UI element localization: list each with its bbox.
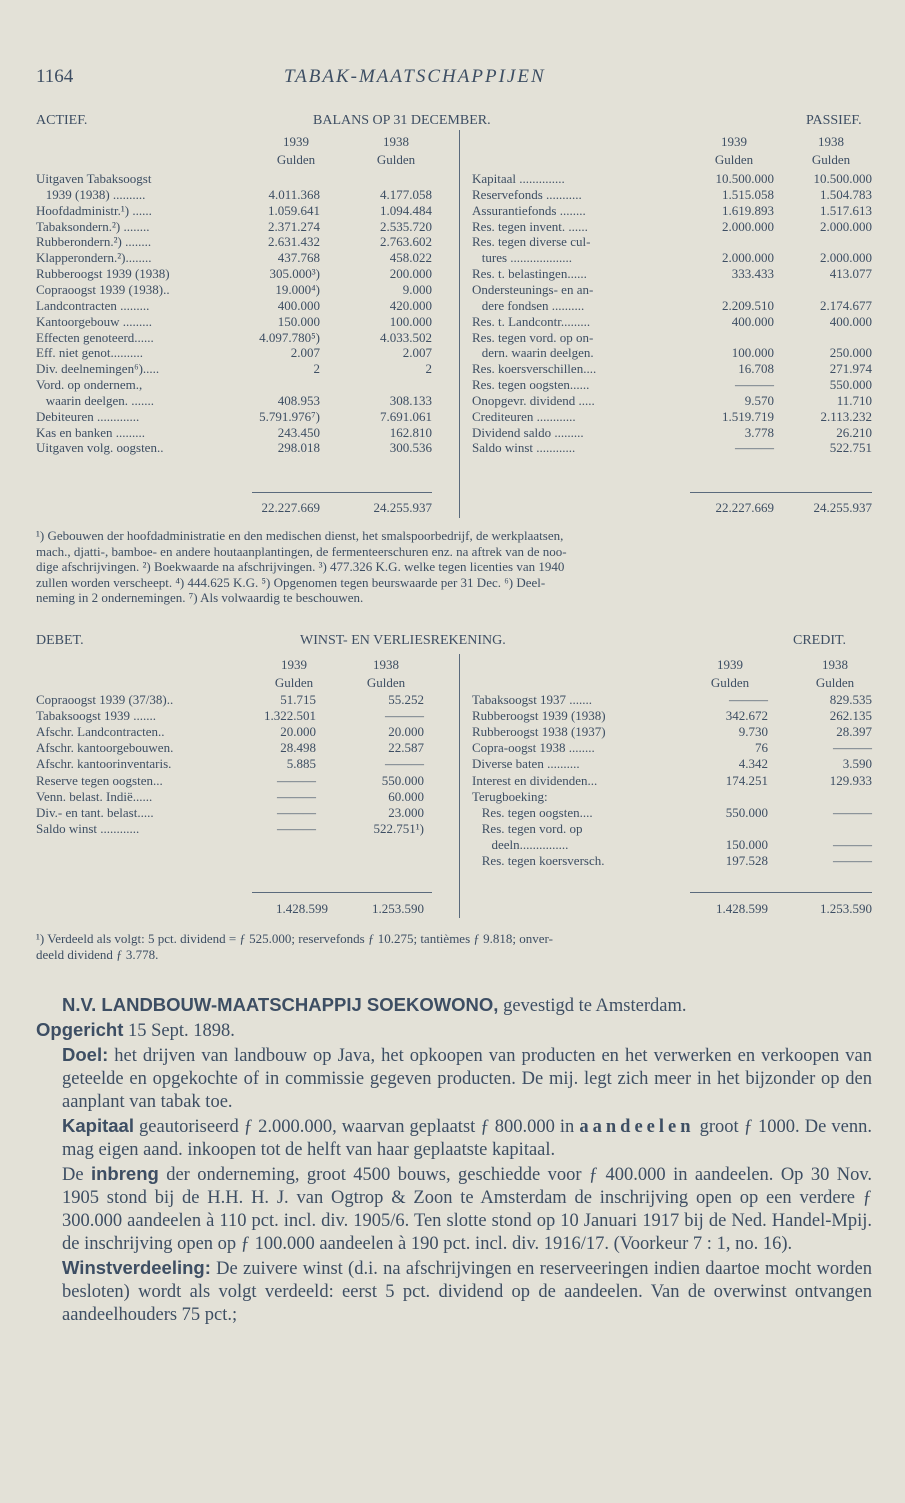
liability-row-value-a: ——— [735,377,774,393]
asset-row-label: Tabaksondern.²) ........ [36,218,150,234]
liability-row-label: Kapitaal .............. [472,171,565,186]
asset-row-value-b: 300.536 [389,440,432,456]
credit-row-value-a: 174.251 [725,772,768,788]
asset-row-label: Effecten genoteerd...... [36,329,154,345]
balance-footnote-line: zullen worden verscheept. ⁴) 444.625 K.G. ⁵) Opgenomen tegen beurswaarde per 31 Dec. ⁶) Deel- [36,574,546,590]
credit-row-label: deeln............... [472,836,569,852]
liability-row-value-b: 1.504.783 [820,186,872,202]
asset-row-value-b: 458.022 [389,250,432,266]
liability-row-label: Onopgevr. dividend ..... [472,392,595,408]
liability-row-label: Ondersteunings- en an- [472,281,594,297]
balance-footnote-line: mach., djatti-, bamboe- en andere houtaanplantingen, de fermenteerschuren enz. na aftrek van de noo- [36,543,567,559]
liability-row-value-b: 10.500.000 [813,171,872,186]
pnl-footnotes [36,931,872,962]
credit-row-label: Interest en dividenden... [472,772,598,788]
debit-row-label: Tabaksoogst 1939 ....... [36,708,157,724]
debit-row-label: Venn. belast. Indië...... [36,788,153,804]
bal-right-unit-b: Gulden [811,152,851,167]
asset-row-value-b: 2 [425,361,432,377]
balance-left-label: ACTIEF. [36,113,88,128]
liabilities-total-b: 24.255.937 [813,500,872,515]
credit-row-value-b: ——— [833,853,872,868]
liability-row-value-b: 1.517.613 [820,202,872,218]
pnl-left-year-b: 1938 [373,657,399,672]
asset-row-value-a: 2 [313,361,320,377]
debit-row-value-b: 23.000 [388,804,424,820]
asset-row-value-a: 5.791.976⁷) [259,408,320,424]
credit-row-value-a: 550.000 [725,804,768,820]
credit-row-value-b: 829.535 [829,692,872,707]
credit-row-value-a: 342.672 [725,708,768,724]
founded-text: 15 Sept. 1898. [123,1021,235,1041]
liability-row-value-a: 1.519.719 [722,408,774,424]
company-founded [36,1018,872,1043]
balance-title: BALANS OP 31 DECEMBER. [313,113,491,128]
debit-row-value-b: ——— [385,708,424,724]
balance-footnote-line: neming in 2 ondernemingen. ⁷) Als volwaardig te beschouwen. [36,590,364,605]
debit-row-value-a: 51.715 [280,692,316,707]
debit-total-b: 1.253.590 [372,901,424,916]
asset-row-label: Kantoorgebouw ......... [36,313,153,329]
debit-row-value-b: 55.252 [388,692,424,707]
credit-row-value-a: 76 [755,740,768,756]
liability-row-label: Res. tegen vord. op on- [472,329,594,345]
liability-row-label: Crediteuren ............ [472,408,576,424]
asset-row-value-b: 1.094.484 [380,202,432,218]
liabilities-total-a: 22.227.669 [715,500,774,515]
asset-row-label: Uitgaven Tabaksoogst [36,171,152,186]
pnl-left-unit-b: Gulden [366,675,406,690]
pnl-right-year-a: 1939 [717,657,743,672]
credit-row-value-b: 129.933 [829,772,872,788]
credit-row-value-a: 9.730 [738,724,768,740]
liability-row-value-a: 9.570 [744,392,774,408]
pnl-right-label: CREDIT. [793,633,847,648]
debit-total-a: 1.428.599 [276,901,328,916]
asset-row-value-b: 9.000 [402,281,432,297]
page-number: 1164 [36,66,74,87]
liability-row-label: Res. tegen invent. ...... [472,218,588,234]
credit-row-value-a: ——— [729,692,768,707]
kapitaal-spaced: aandeelen [579,1117,695,1137]
debit-row-value-b: ——— [385,756,424,772]
winst-text: De zuivere winst (d.i. na afschrijvingen en reserveeringen indien daartoe mocht worden besloten) wordt als volgt verdeeld: eerst 5 pct. dividend op de aandeelen. Van de overwinst ontvangen aandeelhouders 75 pct.; [62,1259,872,1325]
asset-row-value-a: 298.018 [277,440,320,456]
asset-row-label: Copraoogst 1939 (1938).. [36,281,170,297]
liability-row-value-b: 2.000.000 [820,250,872,266]
credit-row-value-b: ——— [833,740,872,756]
founded-label: Opgericht [36,1019,124,1040]
balance-footnote-line: dige afschrijvingen. ²) Boekwaarde na afschrijvingen. ³) 477.326 K.G. welke tegen licenties van 1940 [36,559,565,574]
liability-row-label: Reservefonds ........... [472,186,582,202]
kapitaal-text-1: geautoriseerd ƒ 2.000.000, waarvan geplaatst ƒ 800.000 in [133,1117,580,1137]
debit-row-label: Afschr. kantoorinventaris. [36,756,172,772]
bal-left-year-b: 1938 [383,134,409,149]
liability-row-value-b: 11.710 [836,392,872,408]
asset-row-value-b: 4.033.502 [380,329,432,345]
liability-row-value-a: 333.433 [731,266,774,282]
debit-row-label: Copraoogst 1939 (37/38).. [36,692,174,707]
debit-row-label: Div.- en tant. belast..... [36,804,154,820]
liability-row-label: dere fondsen .......... [472,297,585,313]
balance-right-label: PASSIEF. [806,113,862,128]
liability-row-value-a: 400.000 [731,313,774,329]
pnl-right-unit-a: Gulden [710,675,750,690]
debit-row-value-a: 20.000 [280,724,316,740]
credit-total-a: 1.428.599 [716,901,768,916]
pnl-left-year-a: 1939 [281,657,307,672]
pnl-divider [459,654,460,918]
asset-row-value-a: 1.059.641 [268,202,320,218]
bal-right-year-b: 1938 [818,134,844,149]
inbreng-label: inbreng [90,1163,159,1184]
credit-total-b: 1.253.590 [820,901,872,916]
bal-left-year-a: 1939 [283,134,309,149]
debit-row-value-a: ——— [277,788,316,804]
liability-row-label: Res. t. Landcontr......... [472,313,591,329]
bal-right-unit-a: Gulden [714,152,754,167]
debit-row-label: Saldo winst ............ [36,820,140,836]
asset-row-value-b: 2.535.720 [380,218,432,234]
asset-row-value-a: 243.450 [277,424,320,440]
assets-total-rule [252,492,432,493]
debit-row-label: Afschr. kantoorgebouwen. [36,740,174,756]
assets-total-b: 24.255.937 [373,500,432,515]
debit-row-value-a: ——— [277,820,316,836]
pnl-right-unit-b: Gulden [815,675,855,690]
credit-total-rule [690,892,872,893]
asset-row-value-b: 2.007 [402,345,432,361]
credit-row-label: Res. tegen oogsten.... [472,804,593,820]
liability-row-value-b: 2.113.232 [820,408,872,424]
debit-row-label: Reserve tegen oogsten... [36,772,163,788]
doel-text: het drijven van landbouw op Java, het opkoopen van producten en het verwerken en verkoopen van geteelde en opgekochte of in commissie gegeven producten. De mij. legt zich meer in het bijzonder op den aanplant van tabak toe. [62,1046,872,1112]
liability-row-label: Assurantiefonds ........ [472,202,586,218]
kapitaal-text-2: groot ƒ 1000. De venn. mag eigen aand. inkoopen tot de helft van haar geplaatste kapitaal. [62,1117,872,1160]
liability-row-value-b: 2.174.677 [820,297,872,313]
pnl-left-label: DEBET. [36,633,84,648]
liability-row-value-a: 16.708 [738,361,774,377]
balance-divider [459,130,460,518]
debit-row-value-a: 28.498 [280,740,316,756]
liability-row-label: tures ................... [472,250,573,266]
asset-row-label: Hoofdadministr.¹) ...... [36,202,152,218]
inbreng-text-1: De [62,1165,91,1185]
asset-row-label: Rubberoogst 1939 (1938) [36,266,170,282]
company-heading [36,993,872,1018]
liability-row-value-b: 550.000 [829,377,872,393]
asset-row-label: Rubberondern.²) ........ [36,234,152,250]
asset-row-value-a: 305.000³) [269,266,320,282]
liability-row-value-b: 250.000 [829,345,872,361]
credit-row-value-a: 150.000 [725,836,768,852]
credit-row-label: Terugboeking: [472,788,548,804]
winst-label: Winstverdeeling: [62,1257,211,1278]
balance-footnotes [36,528,872,606]
bal-right-year-a: 1939 [721,134,747,149]
credit-row-label: Rubberoogst 1939 (1938) [472,708,606,724]
liability-row-label: Res. t. belastingen...... [472,266,587,282]
running-title: TABAK-MAATSCHAPPIJEN [284,66,546,87]
credit-row-label: Res. tegen koersversch. [472,853,605,868]
liability-row-value-b: 2.000.000 [820,218,872,234]
credit-row-value-b: 262.135 [829,708,872,724]
debit-row-value-b: 60.000 [388,788,424,804]
liability-row-value-b: 26.210 [836,424,872,440]
company-profit-distribution [36,1256,872,1327]
credit-row-label: Copra-oogst 1938 ........ [472,740,595,756]
liability-row-value-b: 413.077 [829,266,872,282]
pnl-right-year-b: 1938 [822,657,848,672]
liability-row-label: Dividend saldo ......... [472,424,584,440]
liability-row-value-a: ——— [735,440,774,456]
debit-row-value-a: ——— [277,772,316,788]
asset-row-value-b: 420.000 [389,297,432,313]
credit-row-value-a: 4.342 [738,756,768,772]
asset-row-label: Klapperondern.²)........ [36,250,152,266]
asset-row-label: Kas en banken ......... [36,424,146,440]
debit-row-value-b: 22.587 [388,740,424,756]
company-location: gevestigd te Amsterdam. [498,996,687,1016]
asset-row-value-a: 408.953 [277,392,320,408]
company-inbreng [36,1162,872,1256]
assets-total-a: 22.227.669 [261,500,320,515]
asset-row-value-a: 2.371.274 [268,218,320,234]
liability-row-label: Res. tegen oogsten...... [472,377,590,393]
asset-row-label: Eff. niet genot.......... [36,345,143,361]
company-goal [36,1043,872,1114]
liability-row-value-a: 1.619.893 [722,202,774,218]
asset-row-value-a: 2.007 [290,345,320,361]
liability-row-value-b: 271.974 [829,361,872,377]
liability-row-value-a: 2.000.000 [722,218,774,234]
asset-row-label: 1939 (1938) .......... [36,186,146,202]
debit-row-value-a: 1.322.501 [264,708,316,724]
asset-row-value-a: 4.097.780⁵) [259,329,320,345]
asset-row-value-b: 162.810 [389,424,432,440]
credit-row-value-b: ——— [833,836,872,852]
asset-row-value-b: 7.691.061 [380,408,432,424]
liability-row-label: Saldo winst ............ [472,440,576,456]
company-capital [36,1114,872,1162]
credit-row-value-b: 3.590 [842,756,872,772]
asset-row-label: Debiteuren ............. [36,408,140,424]
liability-row-label: Res. tegen diverse cul- [472,234,591,250]
asset-row-label: Uitgaven volg. oogsten.. [36,440,164,456]
debit-row-value-a: 5.885 [286,756,316,772]
asset-row-value-a: 437.768 [277,250,320,266]
debit-row-value-b: 20.000 [388,724,424,740]
credit-row-label: Res. tegen vord. op [472,820,583,836]
asset-row-label: Div. deelnemingen⁶)..... [36,361,160,377]
pnl-title: WINST- EN VERLIESREKENING. [300,633,506,648]
liability-row-value-a: 10.500.000 [715,171,774,186]
liability-row-value-a: 1.515.058 [722,186,774,202]
liability-row-label: dern. waarin deelgen. [472,345,594,361]
debit-row-value-b: 522.751¹) [373,820,424,836]
credit-row-label: Rubberoogst 1938 (1937) [472,724,606,740]
company-name: N.V. LANDBOUW-MAATSCHAPPIJ SOEKOWONO, [62,994,499,1015]
asset-row-value-b: 100.000 [389,313,432,329]
credit-row-value-a: 197.528 [725,853,768,868]
debit-row-label: Afschr. Landcontracten.. [36,724,165,740]
credit-row-label: Diverse baten .......... [472,756,580,772]
asset-row-value-b: 4.177.058 [380,186,432,202]
credit-row-label: Tabaksoogst 1937 ....... [472,692,593,707]
bal-left-unit-b: Gulden [376,152,416,167]
asset-row-label: Vord. op ondernem., [36,377,143,393]
liabilities-total-rule [690,492,872,493]
asset-row-value-b: 200.000 [389,266,432,282]
credit-row-value-b: 28.397 [836,724,872,740]
pnl-footnote-line: deeld dividend ƒ 3.778. [36,946,159,962]
debit-total-rule [252,892,432,893]
bal-left-unit-a: Gulden [276,152,316,167]
liability-row-value-a: 2.209.510 [722,297,774,313]
asset-row-value-a: 150.000 [277,313,320,329]
liability-row-value-a: 3.778 [744,424,774,440]
liability-row-value-a: 2.000.000 [722,250,774,266]
debit-row-value-a: ——— [277,804,316,820]
asset-row-label: Landcontracten ......... [36,297,150,313]
asset-row-value-a: 400.000 [277,297,320,313]
inbreng-text-2: der onderneming, groot 4500 bouws, geschiedde voor ƒ 400.000 in aandeelen. Op 30 Nov. 1905 stond bij de H.H. H. J. van Ogtrop & Zoon te Amsterdam de inschrijving open op een verdere ƒ 300.000 aandeelen à 110 pct. incl. div. 1905/6. Ten slotte stond op 10 Januari 1917 bij de Ned. Handel-Mpij. de inschrijving open op ƒ 100.000 aandeelen à 190 pct. incl. div. 1916/17. (Voorkeur 7 : 1, no. 16). [62,1165,872,1254]
pnl-footnote-line: ¹) Verdeeld als volgt: 5 pct. dividend = ƒ 525.000; reservefonds ƒ 10.275; tantièmes ƒ 9.818; onver- [36,931,553,946]
kapitaal-label: Kapitaal [62,1115,134,1136]
asset-row-value-a: 19.000⁴) [275,281,320,297]
asset-row-value-a: 4.011.368 [268,186,320,202]
company-description [36,993,872,1327]
liability-row-label: Res. koersverschillen.... [472,361,597,377]
liability-row-value-b: 522.751 [829,440,872,456]
doel-label: Doel: [62,1044,109,1065]
debit-row-value-b: 550.000 [381,772,424,788]
asset-row-value-b: 2.763.602 [380,234,432,250]
credit-row-value-b: ——— [833,804,872,820]
pnl-left-unit-a: Gulden [274,675,314,690]
balance-footnote-line: ¹) Gebouwen der hoofdadministratie en den medischen dienst, het smalspoorbedrijf, de werkplaatsen, [36,528,564,543]
liability-row-value-b: 400.000 [829,313,872,329]
asset-row-value-a: 2.631.432 [268,234,320,250]
asset-row-label: waarin deelgen. ....... [36,392,155,408]
liability-row-value-a: 100.000 [731,345,774,361]
asset-row-value-b: 308.133 [389,392,432,408]
